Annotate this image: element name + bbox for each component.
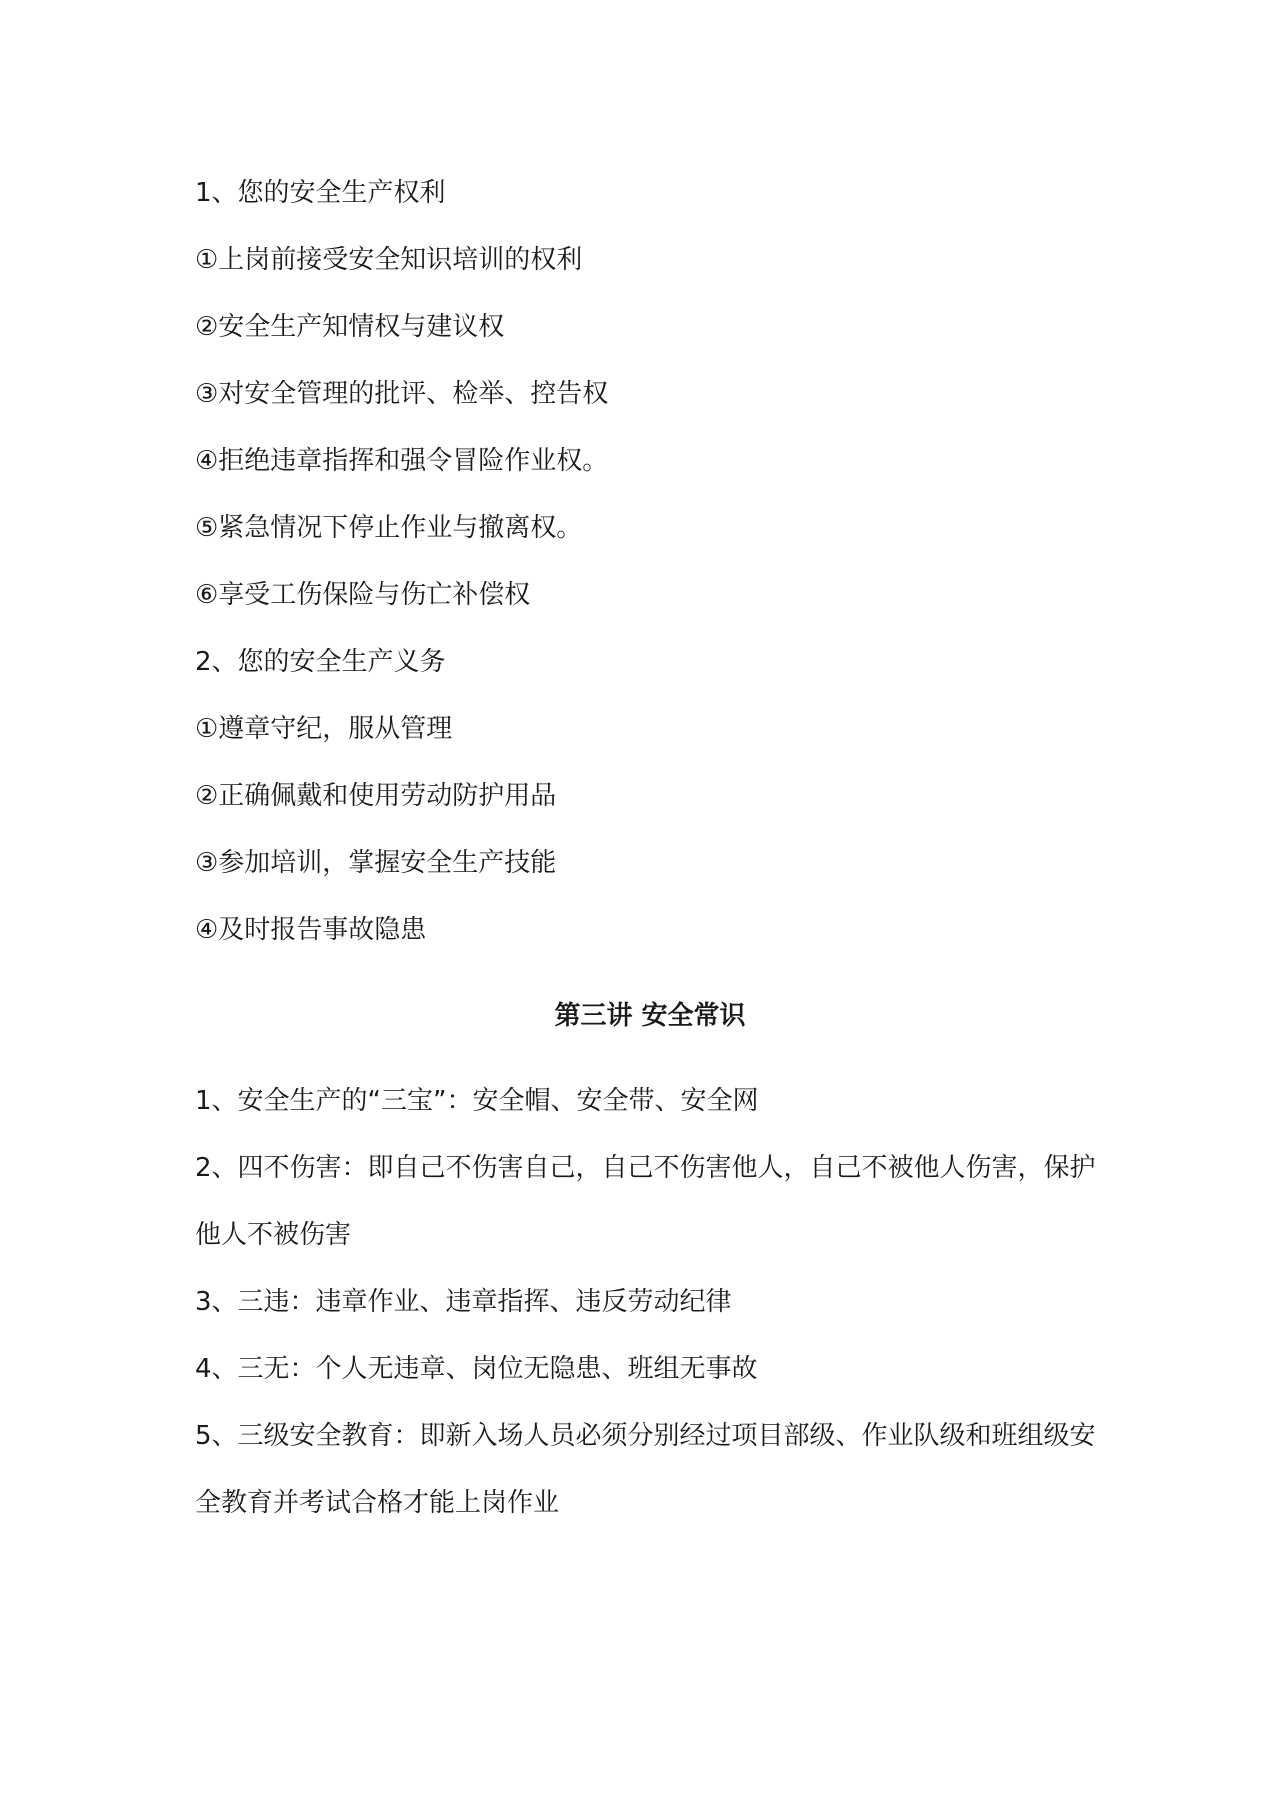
rights-item-1: ①上岗前接受安全知识培训的权利: [195, 245, 583, 275]
lecture-item-4: 4、三无：个人无违章、岗位无隐患、班组无事故: [195, 1354, 758, 1384]
rights-item-2: ②安全生产知情权与建议权: [195, 312, 505, 342]
rights-item-5: ⑤紧急情况下停止作业与撤离权。: [195, 513, 583, 543]
duties-item-2: ②正确佩戴和使用劳动防护用品: [195, 781, 557, 811]
document-content: [195, 160, 1105, 1537]
rights-item-3: ③对安全管理的批评、检举、控告权: [195, 379, 609, 409]
duties-item-3: ③参加培训，掌握安全生产技能: [195, 848, 557, 878]
lecture-item-1: 1、安全生产的“三宝”：安全帽、安全带、安全网: [195, 1086, 759, 1116]
rights-item-4: ④拒绝违章指挥和强令冒险作业权。: [195, 446, 609, 476]
rights-title: 1、您的安全生产权利: [195, 178, 446, 208]
lecture-heading: 第三讲 安全常识: [554, 1000, 746, 1031]
lecture-item-3: 3、三违：违章作业、违章指挥、违反劳动纪律: [195, 1287, 732, 1317]
lecture-item-2: 2、四不伤害：即自己不伤害自己，自己不伤害他人，自己不被他人伤害，保护他人不被伤害: [195, 1153, 1096, 1250]
lecture-heading-block: [195, 968, 1105, 1058]
rights-item-6: ⑥享受工伤保险与伤亡补偿权: [195, 580, 531, 610]
duties-title: 2、您的安全生产义务: [195, 647, 446, 677]
duties-item-4: ④及时报告事故隐患: [195, 915, 427, 945]
duties-item-1: ①遵章守纪，服从管理: [195, 714, 453, 744]
lecture-item-5: 5、三级安全教育：即新入场人员必须分别经过项目部级、作业队级和班组级安全教育并考试合格才能上岗作业: [195, 1421, 1096, 1518]
